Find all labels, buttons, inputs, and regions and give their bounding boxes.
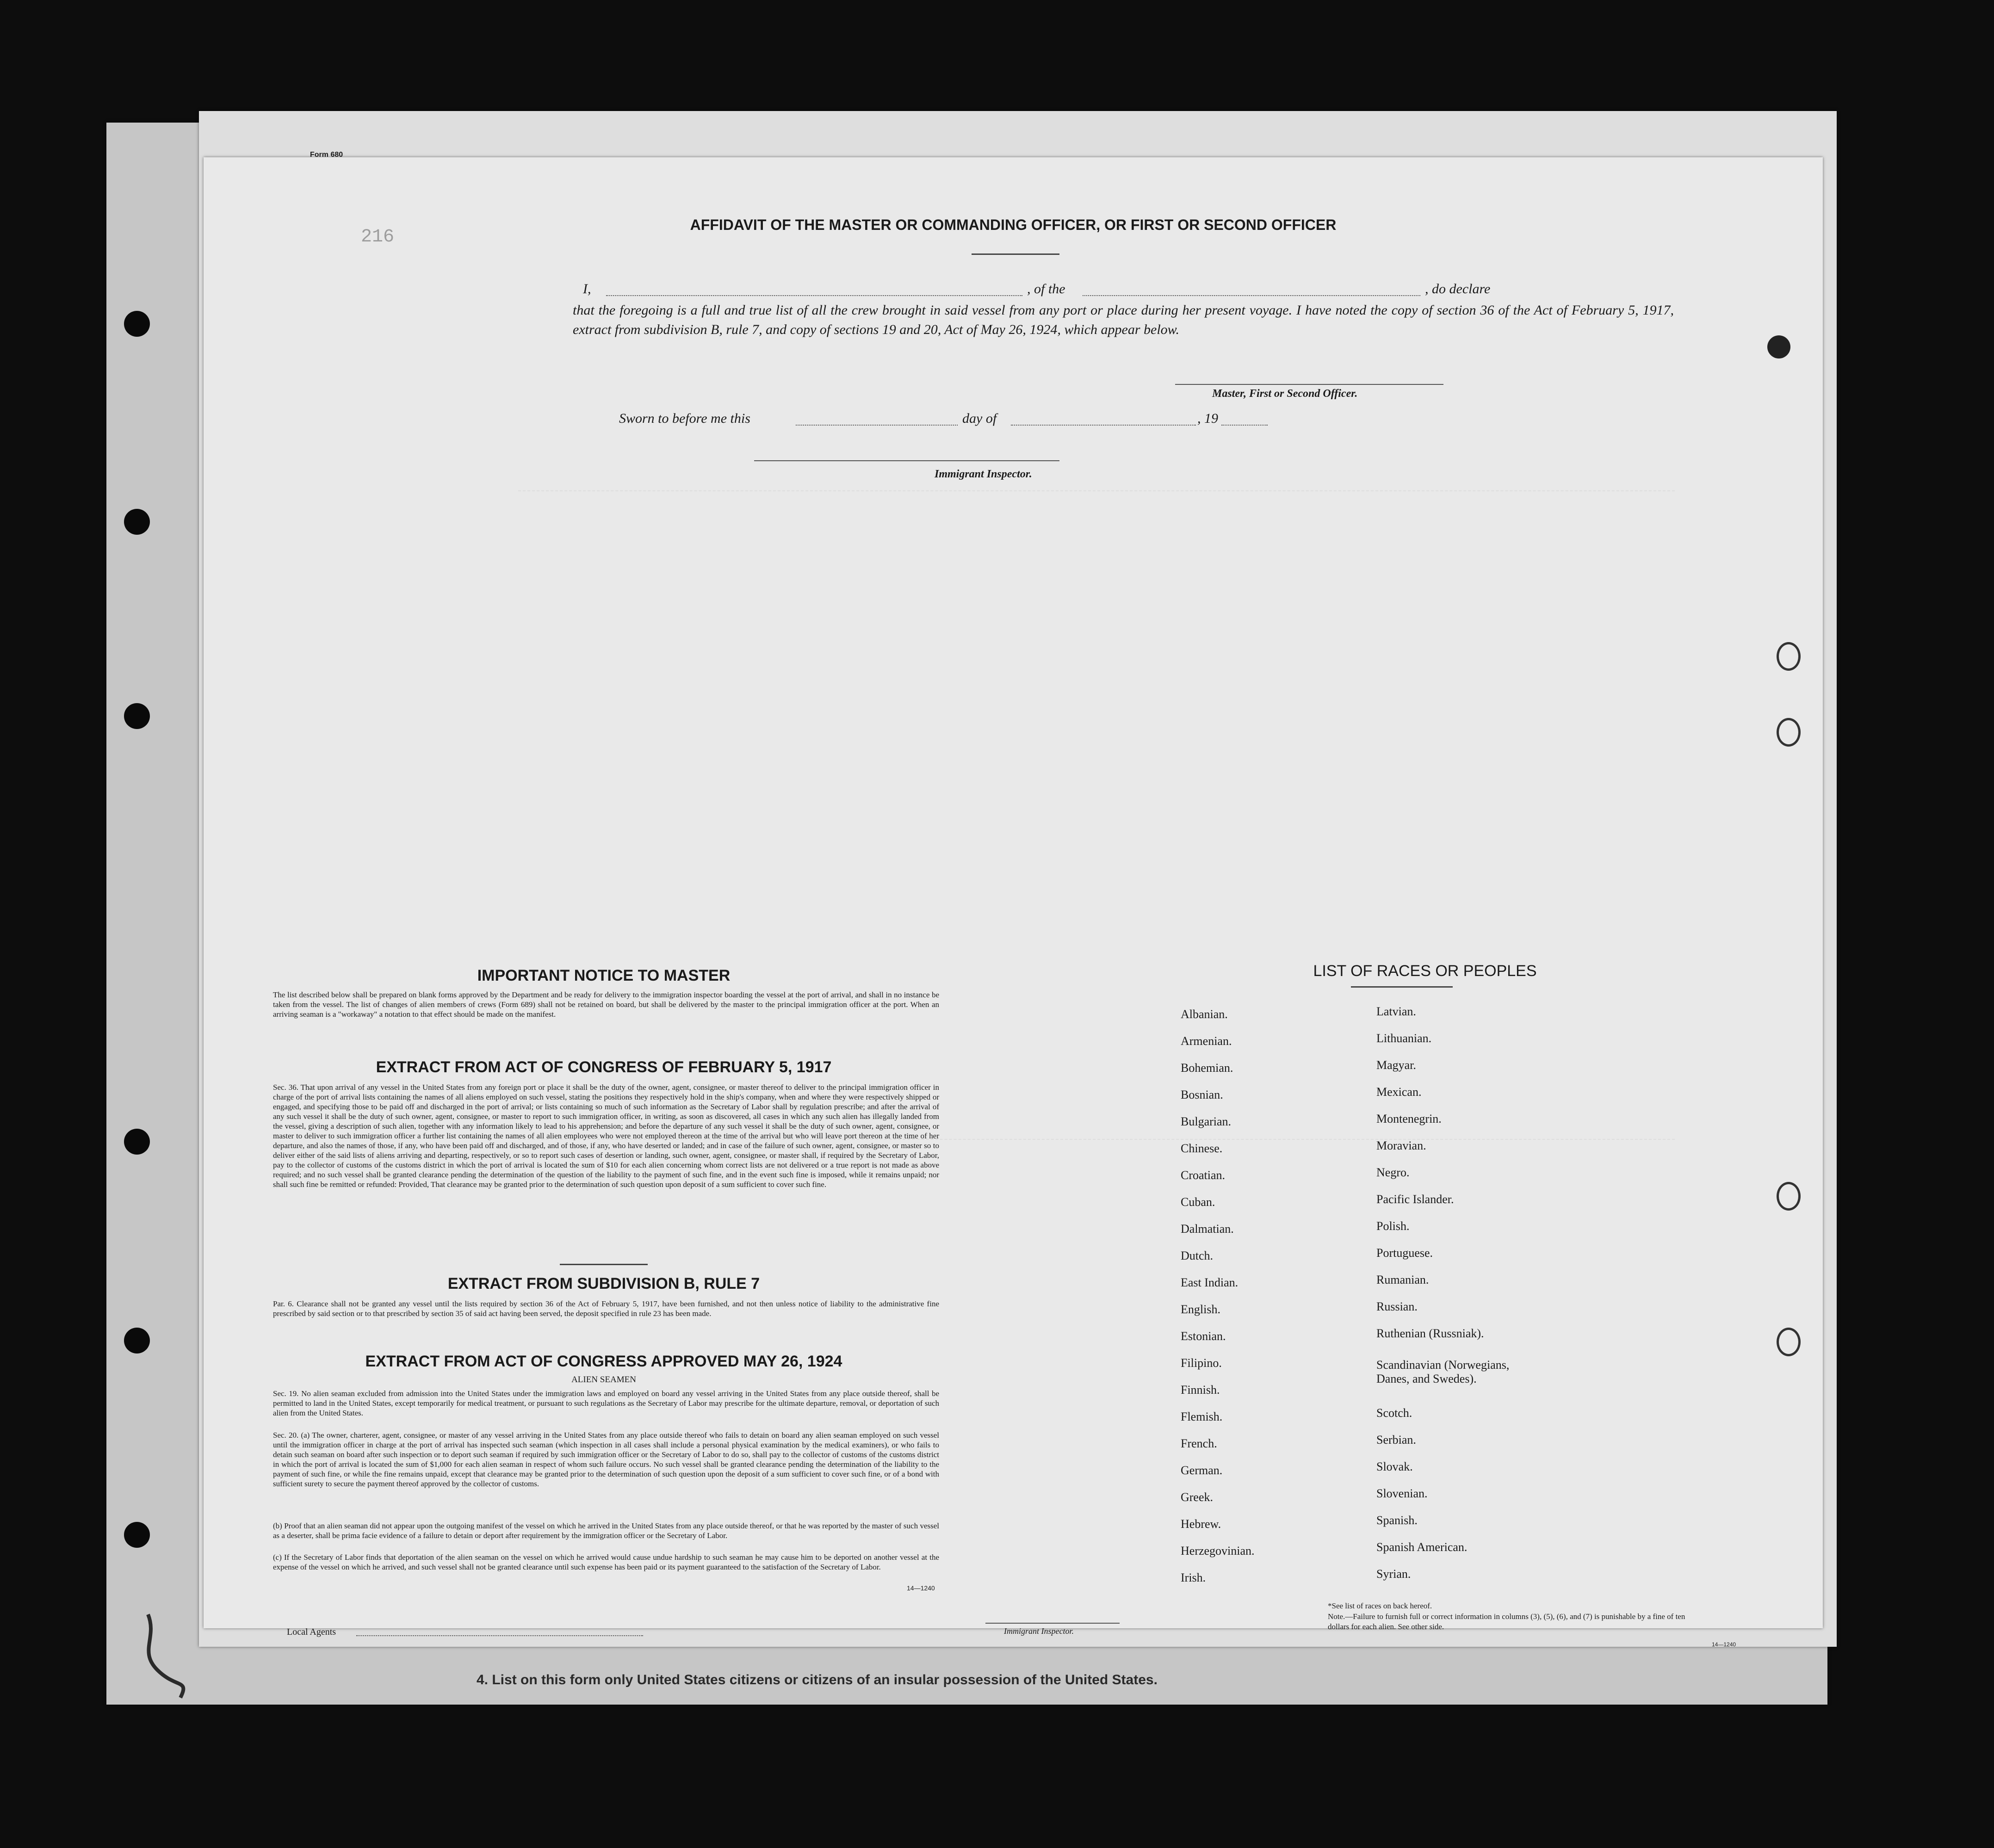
- races-title-underline: [1351, 986, 1453, 988]
- name-blank[interactable]: [606, 295, 1022, 296]
- bottom-code-right: 14—1240: [1712, 1641, 1736, 1648]
- race-left-item: English.: [1181, 1303, 1220, 1316]
- race-right-item: Polish.: [1376, 1219, 1410, 1233]
- race-left-item: Armenian.: [1181, 1034, 1232, 1048]
- extract-1924-title: EXTRACT FROM ACT OF CONGRESS APPROVED MAY 26, 1924: [365, 1353, 842, 1370]
- race-left-item: Albanian.: [1181, 1007, 1228, 1021]
- sworn-year-blank[interactable]: [1221, 425, 1268, 426]
- race-left-item: Dalmatian.: [1181, 1222, 1234, 1236]
- punch-hole: [124, 1522, 150, 1548]
- affidavit-line1-start: I,: [583, 281, 591, 297]
- race-right-item: Portuguese.: [1376, 1246, 1433, 1260]
- extract-1924-sec20c: (c) If the Secretary of Labor finds that deportation of the alien seaman on the vessel on which he arrived would cause undue hardship to such seaman he may cause him to be deported on another vessel at the expense of the vessel on which he arrived, and such vessel shall not be granted clearance until such expense has been paid or its payment guaranteed to the satisfaction of the Secretary of Labor.: [273, 1553, 939, 1571]
- race-left-item: Flemish.: [1181, 1410, 1223, 1423]
- race-left-item: Bulgarian.: [1181, 1115, 1232, 1128]
- affidavit-form-sheet: [204, 151, 1823, 1631]
- local-agents-blank[interactable]: [356, 1635, 643, 1636]
- races-title: LIST OF RACES OR PEOPLES: [1313, 962, 1537, 980]
- race-left-item: Cuban.: [1181, 1195, 1215, 1209]
- race-right-item: Spanish.: [1376, 1514, 1418, 1527]
- signature-line[interactable]: [1175, 384, 1443, 385]
- race-left-item: Chinese.: [1181, 1142, 1223, 1155]
- race-right-item: Russian.: [1376, 1300, 1418, 1313]
- punch-hole: [124, 1328, 150, 1354]
- footer-inspector-label: Immigrant Inspector.: [1004, 1626, 1074, 1636]
- race-left-item: Hebrew.: [1181, 1517, 1221, 1531]
- extract-1924-subtitle: ALIEN SEAMEN: [571, 1375, 636, 1384]
- race-left-item: East Indian.: [1181, 1276, 1239, 1289]
- punch-hole: [124, 509, 150, 535]
- affidavit-declaration: that the foregoing is a full and true list of all the crew brought in said vessel from any port or place during her present voyage. I have noted the copy of section 36 of the Act of February 5, 1917, extract from subdivision B, rule 7, and copy of sections 19 and 20, Act of May 26, 1924, which appear below.: [573, 303, 1674, 337]
- race-right-item: Slovak.: [1376, 1460, 1413, 1473]
- race-right-item: Mexican.: [1376, 1085, 1422, 1099]
- sworn-day-blank[interactable]: [796, 425, 958, 426]
- extract-rule7-text: Par. 6. Clearance shall not be granted any vessel until the lists required by section 36 of the Act of February 5, 1917, have been furnished, and not then unless notice of liability to the administrative fine prescribed by said section or to that prescribed by section 35 of said act having been served, the deposit specified in rule 23 has been made.: [273, 1299, 939, 1318]
- race-left-item: Herzegovinian.: [1181, 1544, 1255, 1558]
- vessel-blank[interactable]: [1083, 295, 1420, 296]
- race-left-item: Croatian.: [1181, 1168, 1226, 1182]
- sworn-mid: day of: [962, 411, 997, 426]
- binding-string: [139, 1610, 204, 1702]
- race-right-item: Slovenian.: [1376, 1487, 1428, 1500]
- ring-hole: [1777, 1182, 1801, 1211]
- race-right-item: Rumanian.: [1376, 1273, 1429, 1286]
- section-divider: [560, 1264, 648, 1265]
- race-right-item: Magyar.: [1376, 1058, 1416, 1072]
- inspector-label: Immigrant Inspector.: [935, 468, 1032, 480]
- punch-hole: [124, 703, 150, 729]
- notice-title: IMPORTANT NOTICE TO MASTER: [477, 967, 731, 984]
- race-right-item: Moravian.: [1376, 1139, 1426, 1152]
- underlying-instruction-line: 4. List on this form only United States citizens or citizens of an insular possession of the United States.: [477, 1672, 1158, 1687]
- race-left-item: Bosnian.: [1181, 1088, 1223, 1101]
- race-left-item: Greek.: [1181, 1490, 1214, 1504]
- punch-hole: [124, 311, 150, 337]
- race-right-item: Serbian.: [1376, 1433, 1416, 1446]
- extract-rule7-title: EXTRACT FROM SUBDIVISION B, RULE 7: [447, 1275, 760, 1292]
- extract-1917-text: Sec. 36. That upon arrival of any vessel in the United States from any foreign port or place it shall be the duty of the owner, agent, consignee, or master thereof to deliver to the principal immigration officer in charge of the port of arrival lists containing the names of all aliens employed on such vessel, stating the positions they respectively hold in the ship's company, when and where they were respectively shipped or engaged, and specifying those to be paid off and discharged in the port of arrival; or lists containing so much of such information as the Secretary of Labor shall by regulation prescribe; and after the arrival of any such vessel it shall be the duty of such owner, agent, consignee, or master to report to such immigration officer, in writing, as soon as discovered, all cases in which any such alien has illegally landed from the vessel, giving a description of such alien, together with any information likely to lead to his apprehension; and before the departure of any such vessel it shall be the duty of such owner, agent, consignee, or master to deliver to such immigration officer a further list containing the names of all alien employees who were not employed thereon at the time of the arrival but who will leave port thereon at the time of her departure, and also the names of those, if any, who have been paid off and discharged, and of those, if any, who have deserted or landed; and in case of the failure of such owner, agent, consignee, or master so to deliver either of the said lists of aliens arriving and departing, respectively, or so to report such cases of desertion or landing, such owner, agent, consignee, or master shall, if required by the Secretary of Labor, pay to the collector of customs of the customs district in which the port of arrival is located the sum of $10 for each alien concerning whom correct lists are not delivered or a true report is not made as above required; and no such vessel shall be granted clearance pending the determination of the question of the liability to the payment of such fine, and in the event such fine is imposed, while it remains unpaid; nor shall such fine be remitted or refunded: Provided, That clearance may be granted prior to the determination of such question upon deposit of a sum sufficient to cover such fine.: [273, 1083, 939, 1189]
- race-right-item: Syrian.: [1376, 1567, 1411, 1581]
- extract-1917-title: EXTRACT FROM ACT OF CONGRESS OF FEBRUARY 5, 1917: [376, 1058, 832, 1076]
- race-left-item: Filipino.: [1181, 1356, 1222, 1370]
- affidavit-title: AFFIDAVIT OF THE MASTER OR COMMANDING OFFICER, OR FIRST OR SECOND OFFICER: [690, 216, 1337, 233]
- race-right-item: Scotch.: [1376, 1406, 1412, 1420]
- punch-hole: [1767, 335, 1790, 358]
- race-right-item: Spanish American.: [1376, 1540, 1468, 1554]
- extract-1924-sec20b: (b) Proof that an alien seaman did not appear upon the outgoing manifest of the vessel on which he arrived in the United States from any place outside thereof, or that he was reported by the master of such vessel as a deserter, shall be prima facie evidence of a failure to detain or deport after requirement by the immigration officer or the Secretary of Labor.: [273, 1521, 939, 1540]
- race-right-item: Negro.: [1376, 1166, 1410, 1179]
- local-agents-label: Local Agents: [287, 1627, 336, 1637]
- punch-hole: [124, 1129, 150, 1155]
- sworn-month-blank[interactable]: [1011, 425, 1196, 426]
- race-left-item: Irish.: [1181, 1571, 1206, 1584]
- race-left-item: German.: [1181, 1464, 1223, 1477]
- race-right-item: Scandinavian (Norwegians, Danes, and Swedes).: [1376, 1358, 1510, 1385]
- race-left-item: Bohemian.: [1181, 1061, 1233, 1075]
- signature-label: Master, First or Second Officer.: [1212, 388, 1358, 400]
- ring-hole: [1777, 1328, 1801, 1356]
- extract-1924-sec20a: Sec. 20. (a) The owner, charterer, agent, consignee, or master of any vessel arriving in the United States from any place outside thereof who fails to detain on board any alien seaman employed on such vessel until the immigration officer in charge at the port of arrival has inspected such seaman (which inspection in all cases shall include a personal physical examination by the medical examiners), or who fails to detain such seaman on board after such inspection or to deport such seaman if required by such immigration officer or the Secretary of Labor to do so, shall pay to the collector of customs of the customs district in which the port of arrival is located the sum of $1,000 for each alien seaman in respect of whom such failure occurs. No such vessel shall be granted clearance pending the determination of the liability to the payment of such fine, or while the fine remains unpaid, except that clearance may be granted prior to the determination of such question upon the deposit of a sum sufficient to cover such fine, or of a bond with sufficient surety to secure the payment thereof approved by the collector of customs.: [273, 1431, 939, 1488]
- inspector-signature-line[interactable]: [754, 460, 1059, 461]
- race-left-item: Dutch.: [1181, 1249, 1214, 1262]
- sheet-number: 216: [361, 227, 395, 247]
- race-right-item: Lithuanian.: [1376, 1032, 1432, 1045]
- races-footnote: *See list of races on back hereof.: [1328, 1601, 1432, 1610]
- bottom-code: 14—1240: [907, 1584, 935, 1592]
- extract-1924-sec19: Sec. 19. No alien seaman excluded from admission into the United States under the immigration laws and employed on board any vessel arriving in the United States from any place outside thereof, shall be permitted to land in the United States, except temporarily for medical treatment, or pursuant to such regulations as the Secretary of Labor may prescribe for the ultimate departure, removal, or deportation of such alien from the United States.: [273, 1389, 939, 1417]
- sworn-start: Sworn to before me this: [619, 411, 750, 426]
- affidavit-line1-end: , do declare: [1425, 281, 1491, 297]
- affidavit-line1-mid: , of the: [1027, 281, 1065, 297]
- ring-hole: [1777, 642, 1801, 671]
- race-right-item: Montenegrin.: [1376, 1112, 1442, 1125]
- ring-hole: [1777, 718, 1801, 747]
- race-right-item: Latvian.: [1376, 1005, 1416, 1018]
- race-left-item: Estonian.: [1181, 1329, 1226, 1343]
- footer-inspector-line[interactable]: [985, 1623, 1120, 1624]
- reverse-side-bleed-through: [518, 490, 1675, 1140]
- title-underline: [972, 253, 1059, 255]
- race-right-item: Ruthenian (Russniak).: [1376, 1327, 1484, 1340]
- races-note: Note.—Failure to furnish full or correct information in columns (3), (5), (6), and (7) is punishable by a fine of ten dollars for each alien. See other side.: [1328, 1612, 1685, 1631]
- race-right-item: Pacific Islander.: [1376, 1193, 1454, 1206]
- notice-text: The list described below shall be prepared on blank forms approved by the Department and be ready for delivery to the immigration inspector boarding the vessel at the port of arrival, and shall in no instance be taken from the vessel. The list of changes of alien members of crews (Form 689) shall not be retained on board, but shall be delivered by the master to the principal immigration officer at the port. When an arriving seaman is a "workaway" a notation to that effect should be made on the manifest.: [273, 990, 939, 1019]
- race-left-item: Finnish.: [1181, 1383, 1220, 1397]
- race-left-item: French.: [1181, 1437, 1217, 1450]
- form-number: Form 680: [310, 151, 343, 159]
- sworn-end: , 19: [1197, 411, 1218, 426]
